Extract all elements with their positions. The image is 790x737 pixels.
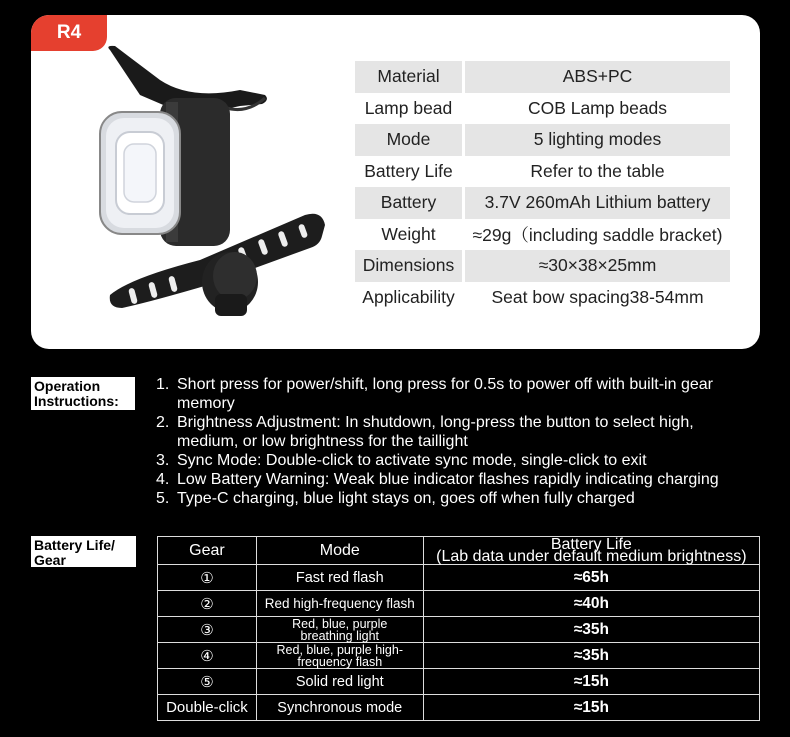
life-cell: ≈65h xyxy=(423,565,759,591)
spec-row xyxy=(355,93,730,125)
mode-cell: Fast red flash xyxy=(256,565,423,591)
spec-key: Dimensions xyxy=(355,250,462,282)
header-life-title: Battery Life xyxy=(550,535,632,553)
instruction-text: Sync Mode: Double-click to activate sync mode, single-click to exit xyxy=(177,452,647,469)
instruction-item xyxy=(156,470,756,489)
battery-table xyxy=(157,536,760,721)
instruction-number: 3. xyxy=(156,452,170,469)
instruction-number: 1. xyxy=(156,376,170,393)
instruction-item xyxy=(156,489,756,508)
spec-key: Weight xyxy=(381,223,436,244)
spec-row xyxy=(355,61,730,93)
instruction-number: 5. xyxy=(156,490,170,507)
instruction-item xyxy=(156,451,756,470)
header-life-note: (Lab data under default medium brightness) xyxy=(436,547,747,565)
spec-table xyxy=(355,61,730,313)
spec-value: Refer to the table xyxy=(530,160,665,181)
header-gear: Gear xyxy=(158,537,257,565)
instruction-text: Brightness Adjustment: In shutdown, long-press the button to select high, medium, or low brightness for the taillight xyxy=(177,414,694,450)
instruction-number: 4. xyxy=(156,471,170,488)
life-cell: ≈40h xyxy=(423,591,759,617)
spec-key: Battery Life xyxy=(364,160,453,181)
model-badge: R4 xyxy=(31,15,107,51)
spec-row xyxy=(355,124,730,156)
life-cell: ≈15h xyxy=(423,669,759,695)
spec-row xyxy=(355,156,730,188)
instruction-text: Short press for power/shift, long press for 0.5s to power off with built-in gear memory xyxy=(177,376,713,412)
spec-value: 5 lighting modes xyxy=(465,124,730,156)
table-row xyxy=(158,591,760,617)
spec-value: 3.7V 260mAh Lithium battery xyxy=(465,187,730,219)
header-mode: Mode xyxy=(256,537,423,565)
spec-row xyxy=(355,187,730,219)
gear-cell: ④ xyxy=(158,643,257,669)
table-row xyxy=(158,695,760,721)
mode-cell: Synchronous mode xyxy=(256,695,423,721)
table-row xyxy=(158,565,760,591)
spec-row xyxy=(355,282,730,314)
mode-cell: Red, blue, purple breathing light xyxy=(256,617,423,643)
spec-key: Lamp bead xyxy=(364,97,453,118)
gear-cell: ② xyxy=(158,591,257,617)
table-row xyxy=(158,669,760,695)
tail-light-image xyxy=(90,40,340,335)
instruction-text: Type-C charging, blue light stays on, goes off when fully charged xyxy=(177,490,635,507)
mode-cell: Solid red light xyxy=(256,669,423,695)
spec-value: ABS+PC xyxy=(465,61,730,93)
life-cell: ≈15h xyxy=(423,695,759,721)
table-row xyxy=(158,617,760,643)
life-cell: ≈35h xyxy=(423,643,759,669)
instruction-number: 2. xyxy=(156,414,170,431)
gear-cell: Double-click xyxy=(158,695,257,721)
spec-key: Mode xyxy=(355,124,462,156)
battery-label: Battery Life/ Gear xyxy=(31,536,136,567)
spec-value: Seat bow spacing38-54mm xyxy=(491,286,704,307)
mode-cell: Red, blue, purple high-frequency flash xyxy=(256,643,423,669)
spec-key: Applicability xyxy=(362,286,455,307)
spec-row xyxy=(355,250,730,282)
spec-value: COB Lamp beads xyxy=(527,97,668,118)
spec-key: Material xyxy=(355,61,462,93)
gear-cell: ① xyxy=(158,565,257,591)
gear-cell: ⑤ xyxy=(158,669,257,695)
spec-key: Battery xyxy=(355,187,462,219)
instruction-item xyxy=(156,413,756,451)
table-header-row xyxy=(158,537,760,565)
gear-cell: ③ xyxy=(158,617,257,643)
spec-value: ≈30×38×25mm xyxy=(465,250,730,282)
instruction-text: Low Battery Warning: Weak blue indicator flashes rapidly indicating charging xyxy=(177,471,719,488)
operation-label: Operation Instructions: xyxy=(31,377,135,410)
mode-cell: Red high-frequency flash xyxy=(256,591,423,617)
spec-row xyxy=(355,219,730,251)
header-life xyxy=(423,537,759,565)
instruction-item xyxy=(156,375,756,413)
life-cell: ≈35h xyxy=(423,617,759,643)
instructions-list xyxy=(156,375,756,508)
table-row xyxy=(158,643,760,669)
spec-value: ≈29g（including saddle bracket) xyxy=(472,224,723,245)
